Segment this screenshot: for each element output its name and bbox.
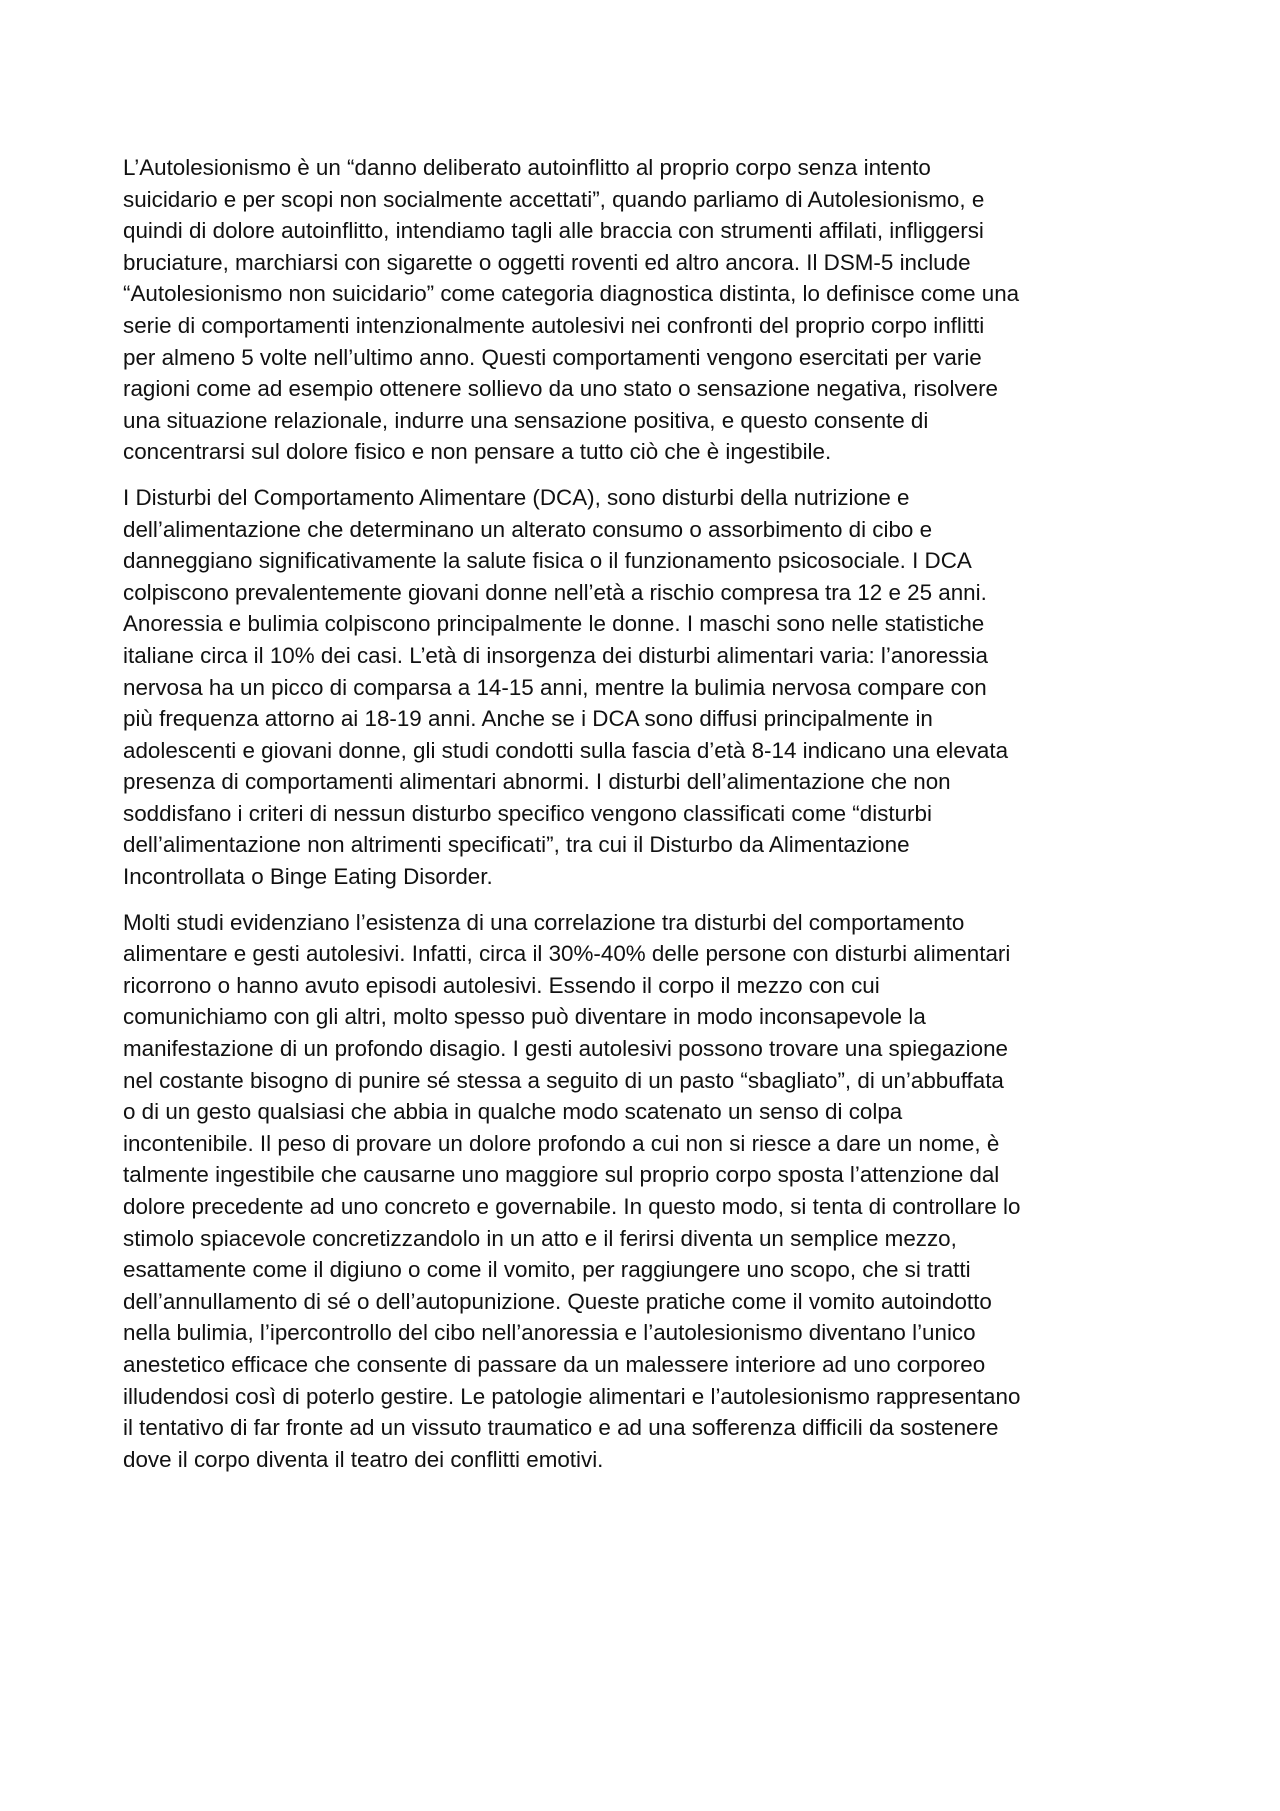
text-line: anestetico efficace che consente di passare da un malessere interiore ad uno corporeo <box>123 1351 986 1377</box>
text-line: talmente ingestibile che causarne uno maggiore sul proprio corpo sposta l’attenzione dal <box>123 1162 1000 1188</box>
text-line: soddisfano i criteri di nessun disturbo specifico vengono classificati come “disturbi <box>123 800 932 826</box>
text-line: nella bulimia, l’ipercontrollo del cibo nell’anoressia e l’autolesionismo diventano l’unico <box>123 1320 976 1346</box>
text-line: concentrarsi sul dolore fisico e non pensare a tutto ciò che è ingestibile. <box>123 439 832 465</box>
text-line: dove il corpo diventa il teatro dei conflitti emotivi. <box>123 1446 604 1472</box>
text-line: presenza di comportamenti alimentari abnormi. I disturbi dell’alimentazione che non <box>123 769 951 795</box>
text-line: una situazione relazionale, indurre una sensazione positiva, e questo consente di <box>123 407 929 433</box>
paragraph-autolesionismo <box>123 152 1168 468</box>
text-line: più frequenza attorno ai 18-19 anni. Anche se i DCA sono diffusi principalmente in <box>123 706 933 732</box>
text-line: I Disturbi del Comportamento Alimentare (DCA), sono disturbi della nutrizione e <box>123 484 910 510</box>
text-line: adolescenti e giovani donne, gli studi condotti sulla fascia d’età 8-14 indicano una elevata <box>123 737 1009 763</box>
text-line: il tentativo di far fronte ad un vissuto traumatico e ad una sofferenza difficili da sostenere <box>123 1415 999 1441</box>
text-line: bruciature, marchiarsi con sigarette o oggetti roventi ed altro ancora. Il DSM-5 include <box>123 249 971 275</box>
text-line: L’Autolesionismo è un “danno deliberato autoinflitto al proprio corpo senza intento <box>123 155 931 180</box>
text-line: serie di comportamenti intenzionalmente autolesivi nei confronti del proprio corpo inflitti <box>123 312 985 338</box>
text-line: Incontrollata o Binge Eating Disorder. <box>123 864 493 890</box>
text-line: illudendosi così di poterlo gestire. Le patologie alimentari e l’autolesionismo rappresentano <box>123 1383 1021 1409</box>
text-line: quindi di dolore autoinflitto, intendiamo tagli alle braccia con strumenti affilati, infliggersi <box>123 218 984 244</box>
text-line: dell’alimentazione che determinano un alterato consumo o assorbimento di cibo e <box>123 516 933 542</box>
text-line: manifestazione di un profondo disagio. I gesti autolesivi possono trovare una spiegazione <box>123 1036 1008 1062</box>
text-line: suicidario e per scopi non socialmente accettati”, quando parliamo di Autolesionismo, e <box>123 186 985 212</box>
text-line: ragioni come ad esempio ottenere sollievo da uno stato o sensazione negativa, risolvere <box>123 376 999 402</box>
text-line: italiane circa il 10% dei casi. L’età di insorgenza dei disturbi alimentari varia: l’anoressia <box>123 642 988 668</box>
text-line: alimentare e gesti autolesivi. Infatti, circa il 30%-40% delle persone con disturbi alimentari <box>123 941 1011 967</box>
text-line: per almeno 5 volte nell’ultimo anno. Questi comportamenti vengono esercitati per varie <box>123 344 982 370</box>
text-line: incontenibile. Il peso di provare un dolore profondo a cui non si riesce a dare un nome, è <box>123 1130 1000 1156</box>
text-line: nel costante bisogno di punire sé stessa a seguito di un pasto “sbagliato”, di un’abbuffata <box>123 1067 1004 1093</box>
paragraph-correlazione <box>123 907 1168 1476</box>
text-line: stimolo spiacevole concretizzandolo in un atto e il ferirsi diventa un semplice mezzo, <box>123 1225 957 1251</box>
document-body <box>123 152 1168 1489</box>
text-line: ricorrono o hanno avuto episodi autolesivi. Essendo il corpo il mezzo con cui <box>123 972 880 998</box>
text-line: dell’alimentazione non altrimenti specificati”, tra cui il Disturbo da Alimentazione <box>123 832 910 858</box>
text-line: Molti studi evidenziano l’esistenza di una correlazione tra disturbi del comportamento <box>123 909 965 935</box>
text-line: dell’annullamento di sé o dell’autopunizione. Queste pratiche come il vomito autoindotto <box>123 1288 992 1314</box>
text-line: esattamente come il digiuno o come il vomito, per raggiungere uno scopo, che si tratti <box>123 1257 971 1283</box>
text-line: o di un gesto qualsiasi che abbia in qualche modo scatenato un senso di colpa <box>123 1099 903 1125</box>
text-line: “Autolesionismo non suicidario” come categoria diagnostica distinta, lo definisce come una <box>123 281 1020 307</box>
text-line: Anoressia e bulimia colpiscono principalmente le donne. I maschi sono nelle statistiche <box>123 611 985 637</box>
text-line: colpiscono prevalentemente giovani donne nell’età a rischio compresa tra 12 e 25 anni. <box>123 579 987 605</box>
text-line: danneggiano significativamente la salute fisica o il funzionamento psicosociale. I DCA <box>123 548 972 574</box>
text-line: nervosa ha un picco di comparsa a 14-15 anni, mentre la bulimia nervosa compare con <box>123 674 987 700</box>
paragraph-dca <box>123 482 1168 893</box>
text-line: dolore precedente ad uno concreto e governabile. In questo modo, si tenta di controllare lo <box>123 1194 1021 1219</box>
text-line: comunichiamo con gli altri, molto spesso può diventare in modo inconsapevole la <box>123 1004 926 1030</box>
